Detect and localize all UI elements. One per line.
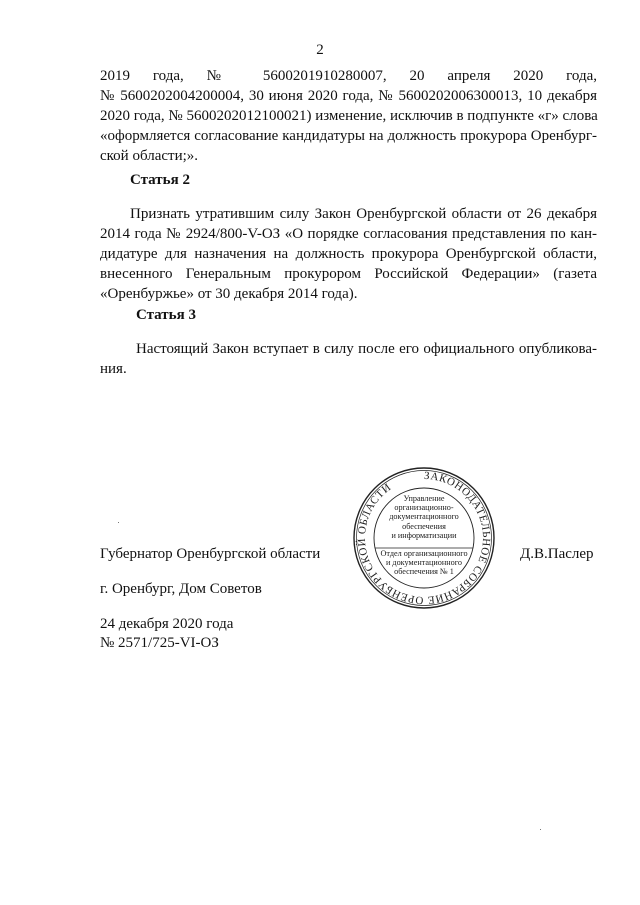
paragraph-line: ской области;». bbox=[100, 148, 199, 164]
paragraph-line: 2014 года № 2924/800-V-ОЗ «О порядке согласования представления по кан- bbox=[100, 226, 597, 242]
paragraph-line: дидатуре для назначения на должность прокурора Оренбургской области, bbox=[100, 246, 597, 262]
paragraph-1 bbox=[100, 66, 597, 166]
page-number: 2 bbox=[316, 42, 324, 58]
seal-line: организационно- bbox=[394, 503, 454, 513]
signatory-position: Губернатор Оренбургской области bbox=[100, 546, 321, 562]
paragraph-line: Признать утратившим силу Закон Оренбургской области от 26 декабря bbox=[130, 206, 597, 222]
seal-lower-text bbox=[370, 549, 478, 577]
signing-date: 24 декабря 2020 года bbox=[100, 616, 234, 632]
seal-line: Управление bbox=[403, 494, 445, 503]
scan-speck bbox=[540, 829, 541, 830]
paragraph-line: «оформляется согласование кандидатуры на должность прокурора Оренбург- bbox=[100, 128, 597, 144]
seal-ring-text-path: ЗАКОНОДАТЕЛЬНОЕ СОБРАНИЕ ОРЕНБУРГСКОЙ ОБЛАСТИ bbox=[355, 469, 493, 607]
article-2-text bbox=[100, 204, 597, 304]
paragraph-line: «Оренбуржье» от 30 декабря 2014 года). bbox=[100, 286, 358, 302]
seal-line: Отдел организационного bbox=[380, 549, 468, 558]
paragraph-line: № 5600202004200004, 30 июня 2020 года, № 5600202006300013, 10 декабря bbox=[100, 88, 597, 104]
paragraph-line: ния. bbox=[100, 361, 127, 377]
seal-line: документационного bbox=[389, 512, 459, 522]
article-2-heading: Статья 2 bbox=[130, 172, 190, 188]
scan-speck bbox=[118, 522, 119, 523]
paragraph-line: 2019 года, № 5600201910280007, 20 апреля 2020 года, bbox=[100, 68, 597, 84]
paragraph-line: 2020 года, № 5600202012100021) изменение, исключив в подпункте «г» слова bbox=[100, 108, 598, 124]
article-3-text bbox=[100, 339, 597, 379]
law-number: № 2571/725-VI-ОЗ bbox=[100, 635, 219, 651]
seal-line: обеспечения bbox=[402, 521, 446, 531]
signing-place: г. Оренбург, Дом Советов bbox=[100, 581, 262, 597]
seal-upper-text bbox=[370, 494, 478, 540]
seal-line: и документационного bbox=[385, 558, 462, 568]
seal-line: обеспечения № 1 bbox=[394, 567, 454, 577]
article-3-heading: Статья 3 bbox=[136, 307, 196, 323]
paragraph-line: Настоящий Закон вступает в силу после его официального опубликова- bbox=[136, 341, 597, 357]
signatory-name: Д.В.Паслер bbox=[520, 546, 594, 562]
seal-line: и информатизации bbox=[391, 530, 457, 540]
paragraph-line: внесенного Генеральным прокурором Российской Федерации» (газета bbox=[100, 266, 597, 282]
